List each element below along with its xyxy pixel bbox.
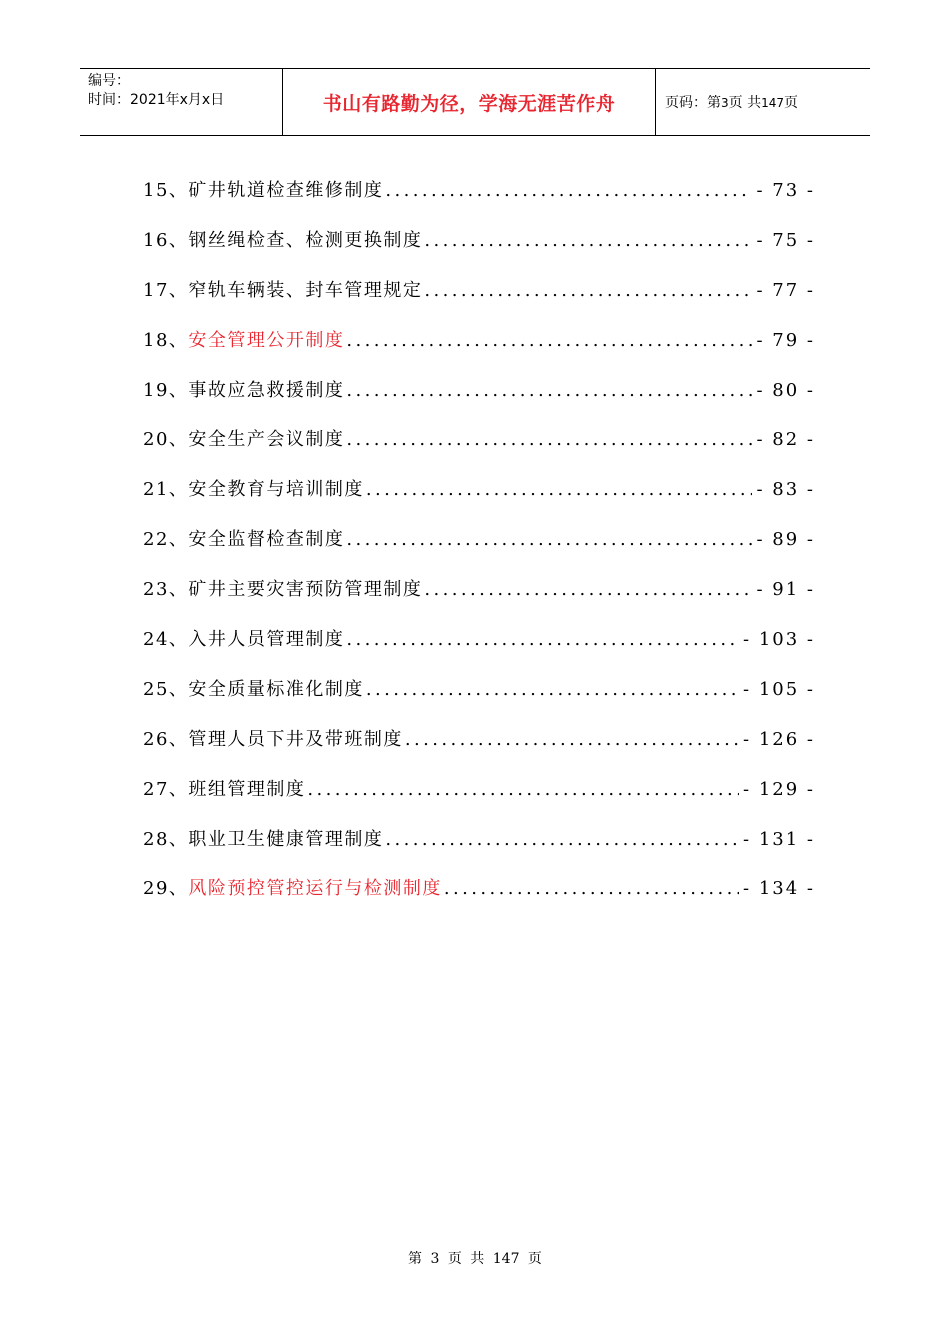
toc-dot-leader [385, 829, 739, 850]
toc-entry-title: 钢丝绳检查、检测更换制度 [188, 229, 423, 251]
toc-entry-page: - 77 - [756, 279, 815, 301]
toc-entry[interactable] [143, 475, 815, 525]
page-footer: 第 3 页 共 147 页 [408, 1251, 542, 1267]
toc-dot-leader [307, 779, 739, 800]
toc-entry-page: - 73 - [756, 180, 815, 201]
toc-entry-page: - 80 - [756, 379, 815, 401]
toc-dot-leader [366, 479, 753, 500]
toc-entry-title: 班组管理制度 [188, 778, 306, 800]
toc-entry-title: 安全质量标准化制度 [188, 678, 364, 700]
document-number-label: 编号： [88, 73, 130, 89]
toc-entry[interactable] [143, 326, 815, 376]
toc-entry-title: 安全管理公开制度 [188, 329, 345, 351]
toc-entry-number: 29、 [143, 878, 189, 900]
toc-entry[interactable] [143, 825, 815, 875]
toc-entry[interactable] [143, 625, 815, 675]
toc-entry-number: 19、 [143, 379, 189, 401]
toc-entry-title: 安全教育与培训制度 [188, 479, 364, 501]
toc-entry-page: - 82 - [756, 429, 815, 451]
toc-entry[interactable] [143, 725, 815, 775]
toc-dot-leader [346, 380, 752, 401]
toc-entry-title: 管理人员下井及带班制度 [188, 728, 403, 750]
toc-entry-title: 窄轨车辆装、封车管理规定 [188, 279, 423, 301]
toc-entry-number: 21、 [143, 479, 189, 501]
toc-dot-leader [346, 429, 752, 450]
header-motto-cell [282, 69, 656, 135]
toc-entry-title: 入井人员管理制度 [188, 629, 345, 651]
toc-entry-page: - 126 - [743, 728, 815, 750]
table-of-contents [143, 176, 815, 924]
toc-entry[interactable] [143, 425, 815, 475]
toc-entry-number: 28、 [143, 828, 189, 850]
toc-entry-number: 20、 [143, 429, 189, 451]
toc-entry-number: 17、 [143, 279, 189, 301]
toc-dot-leader [405, 729, 739, 750]
toc-entry[interactable] [143, 276, 815, 326]
toc-entry-number: 18、 [143, 329, 189, 351]
toc-dot-leader [366, 679, 739, 700]
toc-entry-page: - 134 - [743, 878, 815, 900]
header-page-number: 页码：第3页 共147页 [665, 95, 798, 111]
toc-entry-page: - 79 - [756, 329, 815, 351]
toc-entry[interactable] [143, 575, 815, 625]
toc-entry-number: 25、 [143, 678, 189, 700]
toc-entry[interactable] [143, 525, 815, 575]
document-date: 时间：2021年x月x日 [88, 92, 225, 108]
toc-dot-leader [346, 529, 752, 550]
toc-dot-leader [424, 579, 752, 600]
toc-entry-title: 矿井主要灾害预防管理制度 [188, 579, 423, 601]
toc-entry-page: - 103 - [743, 629, 815, 651]
toc-entry-number: 24、 [143, 629, 189, 651]
toc-entry-page: - 75 - [756, 229, 815, 251]
toc-entry-title: 职业卫生健康管理制度 [188, 828, 384, 850]
toc-entry-page: - 131 - [743, 828, 815, 850]
header-info-cell [80, 69, 282, 135]
toc-entry-title: 安全监督检查制度 [188, 529, 345, 551]
toc-entry-page: - 91 - [756, 579, 815, 601]
toc-entry-page: - 83 - [756, 479, 815, 501]
toc-dot-leader [424, 230, 752, 251]
toc-entry[interactable] [143, 176, 815, 226]
toc-entry-number: 15、 [143, 180, 189, 201]
header-motto: 书山有路勤为径，学海无涯苦作舟 [322, 92, 616, 115]
toc-entry-page: - 89 - [756, 529, 815, 551]
header-page-cell [656, 69, 870, 135]
toc-entry-title: 事故应急救援制度 [188, 379, 345, 401]
document-header [80, 68, 870, 136]
toc-dot-leader [424, 280, 752, 301]
toc-entry-number: 16、 [143, 229, 189, 251]
toc-entry[interactable] [143, 775, 815, 825]
toc-dot-leader [346, 330, 752, 351]
toc-entry-number: 22、 [143, 529, 189, 551]
toc-entry-title: 安全生产会议制度 [188, 429, 345, 451]
toc-entry-number: 26、 [143, 728, 189, 750]
toc-entry[interactable] [143, 675, 815, 725]
toc-entry-number: 27、 [143, 778, 189, 800]
toc-dot-leader [444, 878, 739, 899]
toc-dot-leader [385, 180, 752, 201]
toc-entry[interactable] [143, 226, 815, 276]
toc-entry-page: - 105 - [743, 678, 815, 700]
toc-entry-number: 23、 [143, 579, 189, 601]
toc-entry-title: 风险预控管控运行与检测制度 [188, 878, 442, 900]
toc-dot-leader [346, 629, 739, 650]
toc-entry[interactable] [143, 874, 815, 924]
toc-entry-title: 矿井轨道检查维修制度 [188, 180, 384, 201]
toc-entry-page: - 129 - [743, 778, 815, 800]
toc-entry[interactable] [143, 376, 815, 426]
